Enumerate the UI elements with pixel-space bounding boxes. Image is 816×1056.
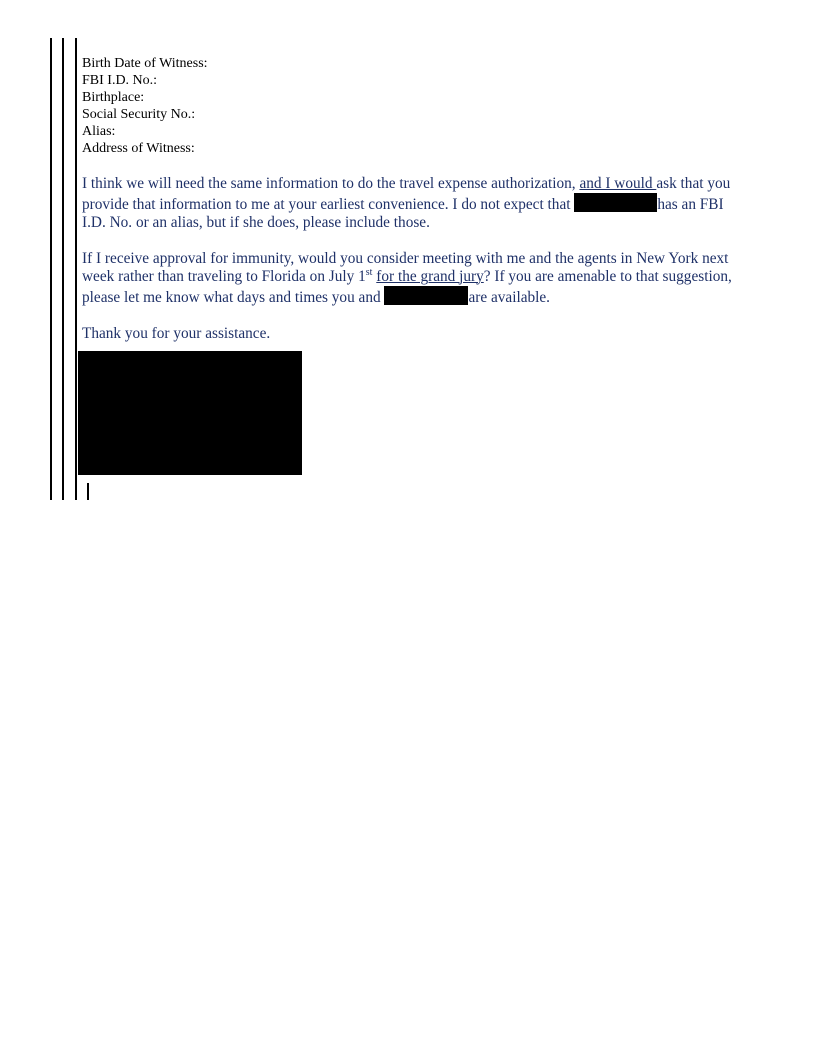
- para1-text: ask that you: [656, 175, 731, 192]
- ordinal-superscript: st: [365, 267, 373, 278]
- para2-text: week rather than traveling to Florida on July 1: [82, 268, 366, 285]
- para2-text: are available.: [468, 289, 550, 306]
- closing-line: Thank you for your assistance.: [82, 325, 271, 342]
- para1-text: I think we will need the same information to do the travel expense authorization,: [82, 175, 580, 192]
- para2-line-3: [82, 286, 782, 307]
- margin-bar-2: [62, 38, 64, 500]
- document-body: [82, 55, 782, 343]
- paragraph-immunity: [82, 250, 782, 307]
- signature-redaction-block: [78, 351, 302, 475]
- paragraph-travel-authorization: [82, 175, 782, 232]
- para1-line-3: I.D. No. or an alias, but if she does, please include those.: [82, 214, 430, 231]
- para2-line-2: [82, 268, 782, 286]
- para2-text: please let me know what days and times you and: [82, 289, 385, 306]
- witness-field-list: [82, 55, 782, 157]
- field-birthplace: Birthplace:: [82, 90, 145, 105]
- text-cursor: [87, 483, 89, 500]
- margin-bar-3: [75, 38, 77, 500]
- redaction-block: [384, 286, 468, 305]
- para1-underlined-text: and I would: [579, 175, 657, 192]
- field-ssn: Social Security No.:: [82, 107, 196, 122]
- margin-bar-1: [50, 38, 52, 500]
- field-alias: Alias:: [82, 124, 116, 139]
- field-address: Address of Witness:: [82, 141, 195, 156]
- field-birth-date: Birth Date of Witness:: [82, 56, 208, 71]
- para1-text: provide that information to me at your earliest convenience. I do not expect that: [82, 196, 575, 213]
- para2-text: ? If you are amenable to that suggestion,: [483, 268, 732, 285]
- para2-line-1: If I receive approval for immunity, would you consider meeting with me and the agents in New York next: [82, 250, 729, 267]
- para2-underlined-text: for the grand jury: [376, 268, 484, 285]
- para1-line-2: [82, 193, 782, 214]
- redaction-block: [574, 193, 657, 212]
- para1-line-1: [82, 175, 782, 193]
- field-fbi-id: FBI I.D. No.:: [82, 73, 158, 88]
- para1-text: has an FBI: [657, 196, 724, 213]
